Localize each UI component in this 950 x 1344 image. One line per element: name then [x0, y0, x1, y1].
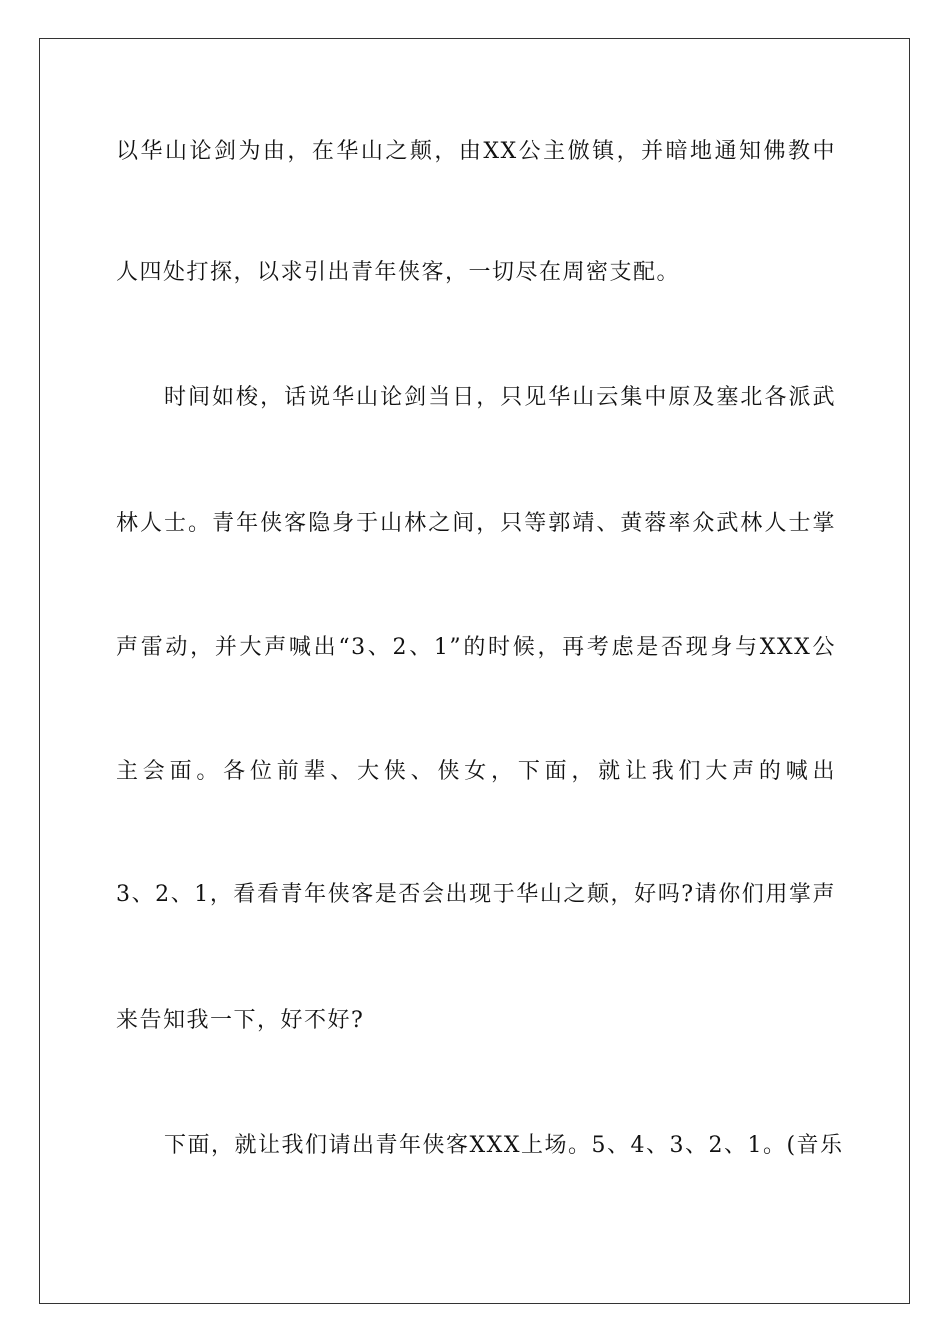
paragraph-line-1: 以华山论剑为由，在华山之颠，由XX公主倣镇，并暗地通知佛教中 — [116, 139, 836, 164]
paragraph-line-4: 林人士。青年侠客隐身于山林之间，只等郭靖、黄蓉率众武林人士掌 — [116, 511, 836, 536]
paragraph-line-7: 3、2、1，看看青年侠客是否会出现于华山之颠，好吗?请你们用掌声 — [116, 882, 836, 907]
paragraph-line-8: 来告知我一下，好不好? — [116, 1008, 365, 1033]
paragraph-line-6: 主会面。各位前辈、大侠、侠女，下面，就让我们大声的喊出 — [116, 759, 836, 784]
paragraph-line-9: 下面，就让我们请出青年侠客XXX上场。5、4、3、2、1。(音乐 — [164, 1133, 844, 1158]
paragraph-line-3: 时间如梭，话说华山论剑当日，只见华山云集中原及塞北各派武 — [164, 385, 836, 410]
paragraph-line-5: 声雷动，并大声喊出“3、2、1”的时候，再考虑是否现身与XXX公 — [116, 635, 836, 660]
page-border — [39, 38, 910, 1304]
paragraph-line-2: 人四处打探，以求引出青年侠客，一切尽在周密支配。 — [116, 260, 681, 285]
